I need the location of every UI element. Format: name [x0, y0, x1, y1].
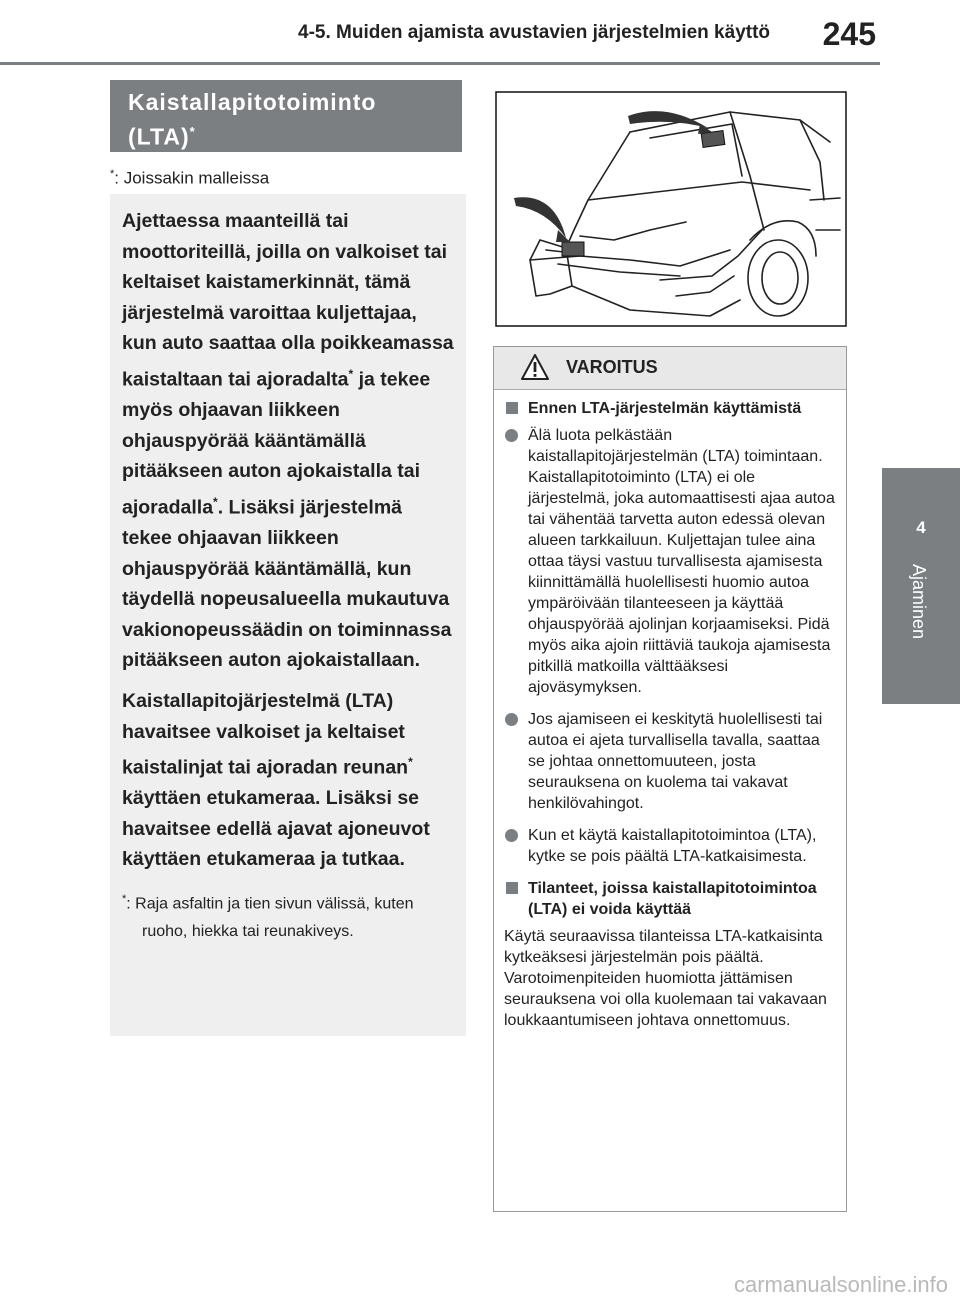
- warning-heading-2: [504, 878, 836, 920]
- info-paragraph-2: [122, 686, 456, 875]
- header-rule: [0, 62, 880, 65]
- info-p2-part-b: käyttäen etukameraa. Lisäksi se havaitsee edellä ajavat ajoneuvot käyttäen etukameraa ja tutkaa.: [122, 787, 430, 871]
- warning-heading-2-text: Tilanteet, joissa kaistallapitotoimintoa (LTA) ei voida käyttää: [528, 880, 817, 918]
- info-p1-part-b: ja tekee myös ohjaavan liikkeen ohjauspyörää kääntämällä pitääkseen auton ajokaistalla tai ajoradalla: [122, 368, 431, 519]
- model-footnote: [110, 168, 269, 189]
- warning-heading-1: [504, 398, 836, 419]
- chapter-side-tab: [882, 468, 960, 704]
- watermark: carmanualsonline.info: [733, 1272, 948, 1297]
- vehicle-sensor-illustration: [480, 80, 850, 332]
- warning-bullet-2-text: Jos ajamiseen ei keskitytä huolellisesti tai autoa ei ajeta turvallisella tavalla, saattaa se johtaa onnettomuuteen, josta seurauksena on kuolema tai vakavat henkilövahingot.: [528, 711, 823, 812]
- warning-header: [494, 347, 846, 390]
- section-title-banner: [110, 80, 462, 152]
- info-p1-part-a: Ajettaessa maanteillä tai moottoriteillä, joilla on valkoiset tai keltaiset kaistamerkinnät, tämä järjestelmä varoittaa kuljettajaa, kun auto saattaa olla poikkeamassa kaistaltaan tai ajoradalta: [122, 210, 454, 391]
- model-footnote-text: : Joissakin malleissa: [114, 168, 270, 188]
- warning-bullet-3: [504, 825, 836, 867]
- warning-text: Käytä seuraavissa tilanteissa LTA-katkaisinta kytkeäksesi järjestelmän pois päältä. Varotoimenpiteiden huomiotta jättämisen seurauksena voi olla kuolemaan tai vakavaan loukkaantumiseen johtava onnettomuus.: [504, 928, 827, 1029]
- warning-bullet-2: [504, 709, 836, 814]
- info-p2-part-a: Kaistallapitojärjestelmä (LTA) havaitsee valkoiset ja keltaiset kaistalinjat tai ajoradan reunan: [122, 689, 409, 779]
- warning-triangle-icon: [520, 353, 550, 381]
- warning-heading-1-text: Ennen LTA-järjestelmän käyttämistä: [528, 400, 802, 417]
- chapter-label: Ajaminen: [909, 564, 929, 640]
- section-title-line1: Kaistallapitotoiminto: [128, 89, 377, 115]
- warning-title: VAROITUS: [566, 357, 658, 377]
- info-box: [110, 194, 466, 1036]
- info-p1-part-c: . Lisäksi järjestelmä tekee ohjaavan liikkeen ohjauspyörää kääntämällä, kun täydellä nopeusalueella mukautuva vakionopeussäädin on toiminnassa pitääkseen auton ajokaistallaan.: [122, 496, 452, 672]
- section-title-line2: [128, 117, 444, 152]
- info-footnote-mark: *: [122, 892, 127, 905]
- warning-box: [493, 346, 847, 1212]
- model-footnote-mark: *: [110, 168, 115, 180]
- info-p1-mark-2: *: [213, 494, 218, 509]
- round-bullet-icon: [505, 429, 518, 442]
- round-bullet-icon: [505, 713, 518, 726]
- warning-bullet-3-text: Kun et käytä kaistallapitotoimintoa (LTA), kytke se pois päältä LTA-katkaisimesta.: [528, 827, 817, 865]
- info-paragraph-1: [122, 206, 456, 676]
- info-p1-mark-1: *: [348, 366, 354, 381]
- square-bullet-icon: [506, 882, 518, 894]
- info-p2-mark: *: [408, 755, 413, 770]
- warning-bullet-1-text: Älä luota pelkästään kaistallapitojärjestelmän (LTA) toimintaan. Kaistallapitotoiminto (LTA) ei ole järjestelmä, joka automaattisesti ajaa autoa tai vähentää tarvetta auton edessä olevan alueen tarkkailuun. Kuljettajan tulee aina ottaa täysi vastuu turvallisesta ajamisesta kiinnittämällä huolellisesti huomio autoa ympäröivään tilanteeseen ja käyttää ohjauspyörää ajolinjan korjaamiseksi. Pidä myös aika ajoin riittäviä taukoja ajamisesta pitkillä matkoilla välttääksesi ajoväsymyksen.: [528, 427, 835, 696]
- page-number: 245: [822, 16, 876, 52]
- warning-body: [494, 390, 846, 1031]
- chapter-number: 4: [916, 518, 926, 537]
- warning-bullet-1: [504, 425, 836, 698]
- car-drawing: [480, 80, 850, 332]
- chapter-title: 4-5. Muiden ajamista avustavien järjestelmien käyttö: [298, 22, 771, 43]
- section-title-abbrev: (LTA): [128, 123, 190, 150]
- info-footnote: [122, 885, 456, 946]
- section-title-mark: *: [189, 124, 196, 139]
- square-bullet-icon: [506, 402, 518, 414]
- info-footnote-text: : Raja asfaltin ja tien sivun välissä, kuten ruoho, hiekka tai reunakiveys.: [126, 895, 414, 941]
- round-bullet-icon: [505, 829, 518, 842]
